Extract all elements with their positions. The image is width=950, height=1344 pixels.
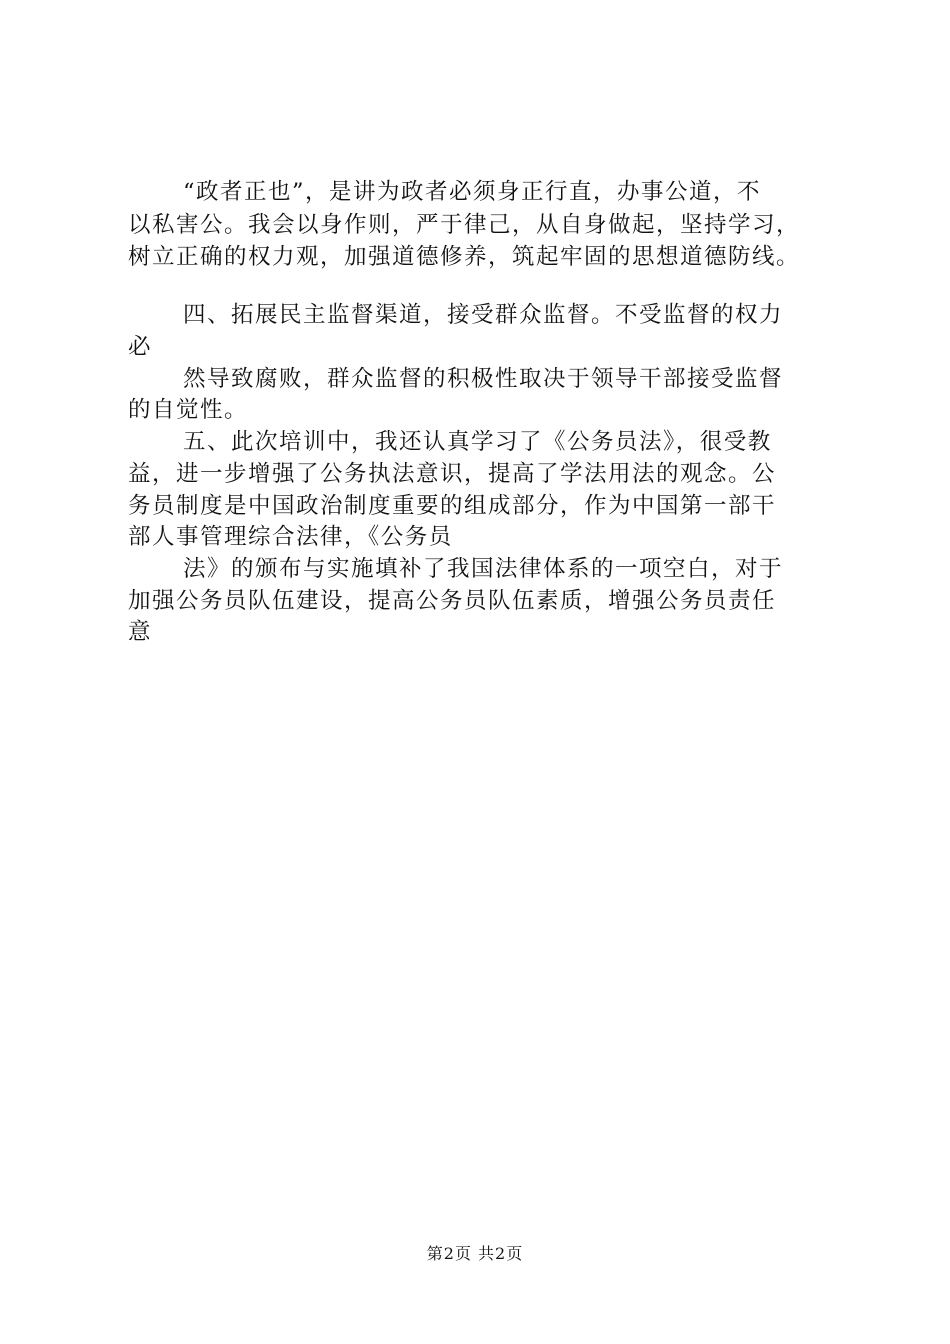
paragraph-line: 加强公务员队伍建设，提高公务员队伍素质，增强公务员责任 (128, 588, 777, 614)
paragraph-line: 然导致腐败，群众监督的积极性取决于领导干部接受监督 (183, 366, 784, 392)
paragraph-line: 四、拓展民主监督渠道，接受群众监督。不受监督的权力 (183, 302, 784, 328)
paragraph-line: 必 (128, 334, 153, 360)
paragraph-line: 以私害公。我会以身作则，严于律己，从自身做起，坚持学习， (128, 212, 801, 238)
paragraph-line: 五、此次培训中，我还认真学习了《公务员法》，很受教 (183, 429, 772, 455)
paragraph-line: 意 (128, 619, 153, 645)
paragraph-line: 的自觉性。 (128, 397, 249, 423)
page-number-footer: 第2页 共2页 (426, 1244, 524, 1263)
paragraph-line: 树立正确的权力观，加强道德修养，筑起牢固的思想道德防线。 (128, 244, 801, 270)
paragraph-line: 部人事管理综合法律，《公务员 (128, 524, 453, 550)
paragraph-line: “政者正也”，是讲为政者必须身正行直，办事公道，不 (183, 179, 762, 205)
paragraph-line: 务员制度是中国政治制度重要的组成部分，作为中国第一部干 (128, 493, 777, 519)
paragraph-line: 法》的颁布与实施填补了我国法律体系的一项空白，对于 (183, 556, 784, 582)
paragraph-line: 益，进一步增强了公务执法意识，提高了学法用法的观念。公 (128, 461, 777, 487)
